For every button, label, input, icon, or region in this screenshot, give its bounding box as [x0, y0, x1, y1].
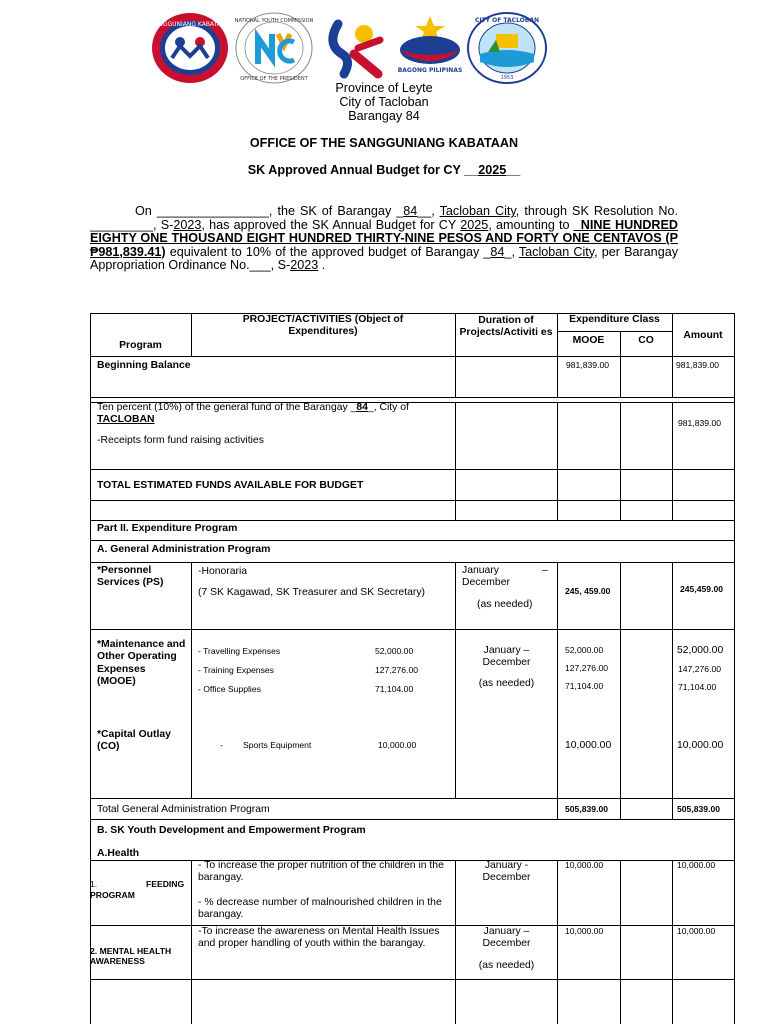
te-col-mooe — [557, 469, 558, 521]
feeding-activity-2: - % decrease number of malnourished children in the barangay. — [198, 897, 442, 920]
te-col-duration — [455, 469, 456, 521]
city-line: City of Tacloban — [339, 95, 429, 109]
para-barangay-no: 84 — [403, 204, 418, 218]
ten-percent-text: Ten percent (10%) of the general fund of the Barangay _ — [97, 402, 357, 413]
para-part2: , the SK of Barangay _ — [268, 204, 404, 218]
ten-percent-city: TACLOBAN — [97, 414, 155, 425]
mooe-item-2-amount: 147,276.00 — [678, 664, 722, 674]
mooe-item-2-mooe: 127,276.00 — [565, 663, 609, 673]
row-divider-7 — [90, 562, 735, 563]
svg-text:CITY OF TACLOBAN: CITY OF TACLOBAN — [474, 17, 540, 24]
ten-percent-text-b: _, City of — [367, 402, 409, 413]
row-divider-4 — [90, 500, 735, 501]
row-divider-9 — [90, 798, 735, 799]
ga-col-amount — [672, 562, 673, 820]
feeding-label-1: FEEDING — [146, 879, 185, 889]
ps-duration-jan: January — [462, 565, 499, 576]
svg-text:1953: 1953 — [500, 75, 514, 81]
blank-resolution: _________ — [90, 217, 154, 232]
mooe-duration-jan: January – — [483, 645, 530, 656]
mental-label-2: AWARENESS — [90, 956, 145, 966]
blank-date: ________________ — [156, 204, 269, 218]
amount-in-words: _NINE HUNDRED EIGHTY ONE THOUSAND EIGHT HUNDRED THIRTY-NINE PESOS AND FORTY ONE CENTAVOS (P ₱981,839.41) — [90, 217, 679, 259]
te-col-co — [620, 469, 621, 521]
ga-col-mooe — [557, 562, 558, 820]
mooe-item-2-value: 127,276.00 — [375, 665, 419, 675]
b-col-co — [620, 860, 621, 1024]
svg-text:SANGGUNIANG KABATAAN: SANGGUNIANG KABATAAN — [150, 21, 230, 28]
para-barangay-no2: 84 — [490, 244, 505, 259]
para-on: On — [135, 204, 152, 218]
feeding-num: 1. — [90, 879, 98, 889]
b-col-program — [191, 860, 192, 1024]
blank-ordinance: ___ — [249, 258, 271, 272]
mental-duration-needed: (as needed) — [478, 960, 535, 971]
sk-sangguniang-kabataan-logo — [150, 12, 230, 84]
ten-percent-barangay: 84 — [356, 402, 368, 413]
row-divider-1 — [90, 397, 735, 398]
mental-activity: -To increase the awareness on Mental Health Issues and proper handling of youth within the barangay. — [198, 926, 440, 949]
ps-program: *Personnel Services (PS) — [97, 565, 164, 588]
ps-duration-dash: – — [542, 565, 548, 576]
office-title: OFFICE OF THE SANGGUNIANG KABATAAN — [249, 136, 519, 150]
para-part5: , S- — [153, 217, 174, 232]
budget-title-prefix: SK Approved Annual Budget for CY __ — [247, 163, 479, 177]
header-mooe: MOOE — [572, 335, 605, 346]
mooe-program-line1 — [97, 639, 187, 688]
mooe-item-1-value: 52,000.00 — [375, 646, 414, 656]
mooe-program-text: *Maintenance and Other Operating Expenses (MOOE) — [97, 639, 186, 687]
para-part9: _, — [504, 244, 519, 259]
city-of-tacloban-seal — [466, 12, 548, 84]
para-part6: , has approved the SK Annual Budget for CY — [201, 217, 461, 232]
feeding-duration-dec: December — [482, 872, 531, 883]
row-divider-10 — [90, 819, 735, 820]
para-cy: 2025 — [460, 217, 489, 232]
para-city2: Tacloban City — [518, 244, 595, 259]
mooe-item-1-name: - Travelling Expenses — [198, 646, 281, 656]
ps-amount: 245,459.00 — [680, 584, 724, 594]
para-part3: __, — [417, 204, 440, 218]
budget-table — [90, 313, 735, 1031]
para-part8: equivalent to 10% of the approved budget of Barangay _ — [165, 244, 491, 259]
col-divider-co — [672, 313, 673, 397]
part-two-label: Part II. Expenditure Program — [97, 523, 238, 534]
mental-num: 2. — [90, 946, 98, 956]
ten-percent-amount: 981,839.00 — [678, 418, 722, 428]
budget-title — [0, 163, 768, 177]
row-divider-6 — [90, 540, 735, 541]
header-program: Program — [119, 340, 162, 351]
header-expenditure-class: Expenditure Class — [569, 314, 660, 325]
ps-mooe: 245, 459.00 — [565, 586, 611, 596]
row-divider-3 — [90, 469, 735, 470]
budget-title-suffix: __ — [506, 163, 521, 177]
co-mooe: 10,000.00 — [565, 740, 612, 751]
bagong-pilipinas-logo — [394, 12, 466, 74]
col-divider-program — [191, 313, 192, 356]
mooe-item-1-amount: 52,000.00 — [677, 645, 724, 656]
co-program: *Capital Outlay (CO) — [97, 729, 171, 752]
tp-col-co — [620, 402, 621, 470]
barangay-line: Barangay 84 — [348, 109, 420, 123]
logo-row — [0, 12, 768, 84]
total-gap-amount: 505,839.00 — [677, 804, 721, 814]
province-line: Province of Leyte — [335, 81, 433, 95]
b-col-amount — [672, 860, 673, 1024]
mooe-item-3-name: - Office Supplies — [198, 684, 261, 694]
co-dash: - — [220, 740, 223, 750]
feeding-label-2: PROGRAM — [90, 890, 135, 900]
mooe-item-3-amount: 71,104.00 — [678, 682, 717, 692]
co-value: 10,000.00 — [378, 740, 417, 750]
total-estimated-label: TOTAL ESTIMATED FUNDS AVAILABLE FOR BUDGET — [97, 480, 364, 491]
para-ord-year: 2023 — [290, 258, 319, 272]
mooe-program — [97, 639, 187, 688]
tp-col-amount — [672, 402, 673, 470]
beginning-balance-label: Beginning Balance — [97, 360, 191, 371]
table-border-right — [734, 313, 735, 1024]
feeding-amount: 10,000.00 — [677, 860, 716, 870]
ga-col-co — [620, 562, 621, 820]
mooe-item-1-mooe: 52,000.00 — [565, 645, 604, 655]
national-youth-commission-logo — [234, 12, 314, 84]
beginning-balance-mooe: 981,839.00 — [566, 360, 610, 370]
header-address — [0, 81, 768, 123]
svg-text:NATIONAL YOUTH COMMISSION: NATIONAL YOUTH COMMISSION — [234, 18, 314, 24]
para-part7: , amounting to — [488, 217, 574, 232]
total-gap-mooe: 505,839.00 — [565, 804, 609, 814]
para-res-year: 2023 — [173, 217, 202, 232]
total-gap-label: Total General Administration Program — [97, 804, 270, 815]
section-b-label: B. SK Youth Development and Empowerment Program — [97, 825, 366, 836]
tp-col-mooe — [557, 402, 558, 470]
mooe-duration-dec: December — [482, 657, 531, 668]
col-divider-project — [455, 313, 456, 397]
svg-text:OFFICE OF THE PRESIDENT: OFFICE OF THE PRESIDENT — [240, 76, 308, 82]
header-duration: Duration of Projects/Activiti es — [459, 315, 553, 338]
mooe-item-3-mooe: 71,104.00 — [565, 681, 604, 691]
row-divider-8 — [90, 629, 735, 630]
co-amount: 10,000.00 — [677, 740, 724, 751]
co-item: Sports Equipment — [243, 740, 312, 750]
resolution-paragraph — [90, 205, 678, 273]
ga-col-program — [191, 562, 192, 798]
exp-class-divider — [557, 331, 672, 332]
section-a-label: A. General Administration Program — [97, 544, 271, 555]
table-border-left — [90, 313, 91, 1024]
tp-col-duration — [455, 402, 456, 470]
mental-label-1 — [90, 946, 171, 956]
mental-duration-dec: December — [482, 938, 531, 949]
mental-amount: 10,000.00 — [677, 926, 716, 936]
ps-honoraria: -Honoraria — [198, 566, 248, 577]
mooe-item-3-value: 71,104.00 — [375, 684, 414, 694]
row-divider-13 — [90, 979, 735, 980]
mooe-duration-needed: (as needed) — [478, 678, 535, 689]
header-co: CO — [638, 335, 654, 346]
feeding-activity-1: - To increase the proper nutrition of the children in the barangay. — [198, 860, 444, 883]
feeding-duration-jan: January - — [484, 860, 529, 871]
ps-duration-dec: December — [462, 577, 510, 588]
receipts-label: -Receipts form fund raising activities — [97, 435, 264, 446]
te-col-amount — [672, 469, 673, 521]
feeding-mooe: 10,000.00 — [565, 860, 604, 870]
health-label: A.Health — [97, 848, 140, 859]
para-city: Tacloban City — [439, 204, 516, 218]
budget-year: 2025 — [478, 163, 507, 177]
beginning-balance-amount: 981,839.00 — [676, 360, 720, 370]
mooe-item-2-name: - Training Expenses — [198, 665, 274, 675]
header-amount: Amount — [683, 330, 723, 341]
b-col-mooe — [557, 860, 558, 1024]
ps-description: (7 SK Kagawad, SK Treasurer and SK Secretary) — [198, 587, 425, 598]
sk-sunburst-logo — [318, 14, 390, 82]
svg-text:BAGONG PILIPINAS: BAGONG PILIPINAS — [397, 67, 463, 74]
para-part10: , per Barangay Appropriation Ordinance No. — [90, 244, 678, 272]
row-divider-header — [90, 356, 735, 357]
header-project: PROJECT/ACTIVITIES (Object of Expenditures) — [242, 314, 404, 337]
ps-duration-needed: (as needed) — [477, 599, 533, 610]
mental-label-text: MENTAL HEALTH — [99, 946, 172, 956]
para-end: . — [318, 258, 326, 272]
ten-percent-line — [97, 402, 409, 414]
para-part11: , S- — [270, 258, 291, 272]
row-divider-5 — [90, 520, 735, 521]
mental-mooe: 10,000.00 — [565, 926, 604, 936]
mental-duration-jan: January – — [483, 926, 530, 937]
para-part4: , through SK Resolution No. — [515, 204, 679, 218]
